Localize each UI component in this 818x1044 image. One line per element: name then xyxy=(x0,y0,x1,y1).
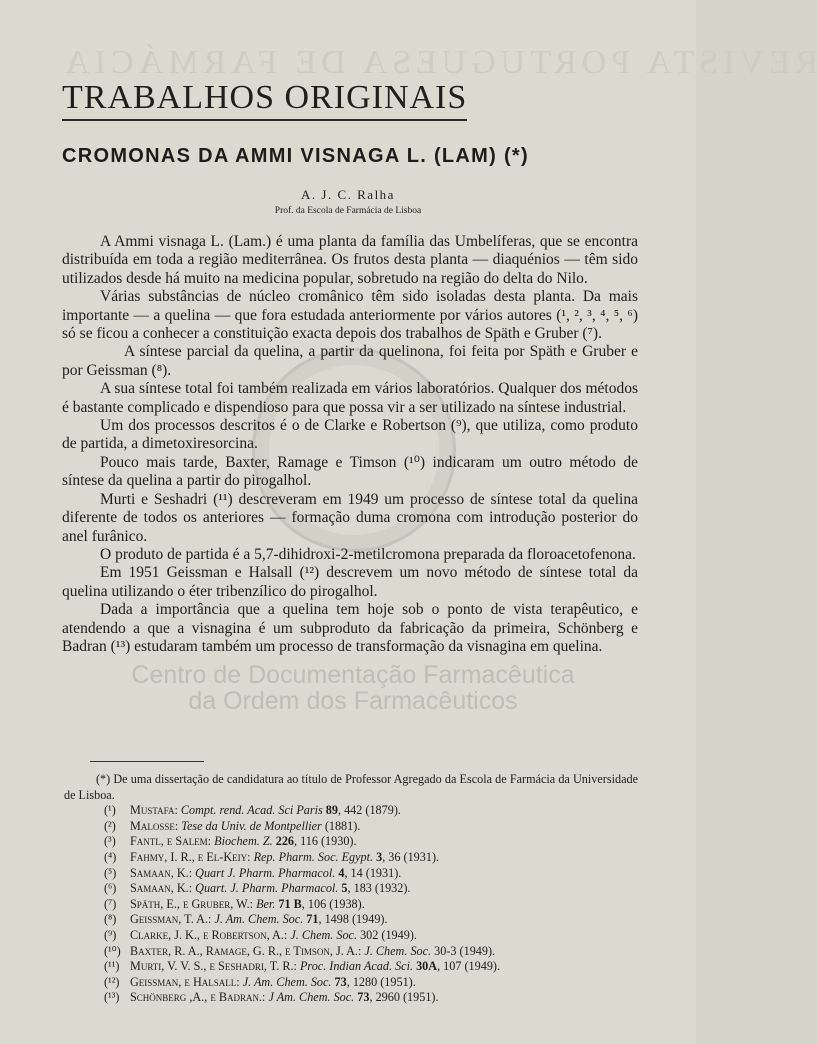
reference-journal: J. Chem. Soc. xyxy=(290,927,358,942)
reference-volume: 73 xyxy=(357,990,370,1005)
body-paragraph: A Ammi visnaga L. (Lam.) é uma planta da família das Umbelíferas, que se encontra distribuída em toda a região mediterrânea. Os frutos desta planta — diaquénios — têm sido utilizados desde há muito na medicina popular, sobretudo na região do delta do Nilo. xyxy=(62,233,638,287)
reference-entry xyxy=(64,990,638,1006)
reference-authors: Baxter, R. A., Ramage, G. R., e Timson, J. A.: xyxy=(130,943,362,958)
reference-entry xyxy=(64,819,638,835)
reference-authors: Späth, E., e Gruber, W.: xyxy=(130,896,254,911)
reference-pages-year: , 107 (1949). xyxy=(437,959,501,974)
reference-entry xyxy=(64,959,638,975)
reference-volume: 226 xyxy=(275,834,295,849)
reference-pages-year: (1881). xyxy=(321,818,361,833)
reference-authors: Samaan, K.: xyxy=(130,865,193,880)
reference-number: (¹⁰) xyxy=(104,943,121,958)
reference-authors: Mustafa: xyxy=(130,803,178,818)
bleed-through-header: REVISTA PORTUGUESA DE FARMÁCIA xyxy=(60,44,818,81)
reference-journal: Tese da Univ. de Montpellier xyxy=(181,818,322,833)
reference-volume: 89 xyxy=(325,803,338,818)
reference-volume: 3 xyxy=(376,849,383,864)
reference-number: (⁸) xyxy=(104,912,117,927)
reference-pages-year: 30-3 (1949). xyxy=(431,943,496,958)
reference-entry xyxy=(64,866,638,882)
reference-authors: Schönberg ,A., e Badran.: xyxy=(130,990,266,1005)
reference-journal: Ber. xyxy=(256,896,276,911)
reference-journal: J. Chem. Soc. xyxy=(364,943,432,958)
reference-number: (¹¹) xyxy=(104,959,120,974)
reference-journal: Rep. Pharm. Soc. Egypt. xyxy=(253,849,374,864)
reference-number: (⁹) xyxy=(104,927,117,942)
reference-number: (⁷) xyxy=(104,896,117,911)
reference-number: (¹³) xyxy=(104,990,120,1005)
reference-volume: 4 xyxy=(338,865,345,880)
reference-pages-year: , 36 (1931). xyxy=(382,849,440,864)
reference-pages-year: , 1280 (1951). xyxy=(346,974,416,989)
reference-journal: J. Am. Chem. Soc. xyxy=(242,974,332,989)
footnote-star: (*) De uma dissertação de candidatura ao título de Professor Agregado da Escola de Farmácia da Universidade de Lisboa. xyxy=(64,772,638,802)
reference-number: (¹²) xyxy=(104,974,120,989)
reference-entry xyxy=(64,944,638,960)
reference-authors: Samaan, K.: xyxy=(130,881,193,896)
reference-volume: 73 xyxy=(334,974,347,989)
reference-pages-year: , 2960 (1951). xyxy=(369,990,439,1005)
reference-entry xyxy=(64,834,638,850)
body-paragraph: Várias substâncias de núcleo cromânico têm sido isoladas desta planta. Da mais importante — a quelina — que fora estudada anteriormente por vários autores (¹, ², ³, ⁴, ⁵, ⁶) só se ficou a conhecer a constituição exacta depois dos trabalhos de Späth e Gruber (⁷). xyxy=(62,288,638,343)
reference-pages-year: 302 (1949). xyxy=(357,927,417,942)
body-paragraph: Um dos processos descritos é o de Clarke e Robertson (⁹), que utiliza, como produto de partida, a dimetoxiresorcina. xyxy=(62,417,638,453)
article-author: A. J. C. Ralha xyxy=(301,187,395,202)
reference-journal: J. Am. Chem. Soc. xyxy=(214,912,304,927)
reference-pages-year: , 183 (1932). xyxy=(347,881,411,896)
reference-authors: Murti, V. V. S., e Seshadri, T. R.: xyxy=(130,959,297,974)
reference-journal: J Am. Chem. Soc. xyxy=(268,990,355,1005)
reference-authors: Geissman, T. A.: xyxy=(130,912,212,927)
body-paragraph: O produto de partida é a 5,7-dihidroxi-2-metilcromona preparada da floroacetofenona. xyxy=(100,545,636,563)
reference-number: (⁴) xyxy=(104,849,117,864)
reference-number: (²) xyxy=(104,818,116,833)
archive-watermark xyxy=(64,662,642,714)
reference-entry xyxy=(64,928,638,944)
reference-journal: Proc. Indian Acad. Sci. xyxy=(299,959,414,974)
article-body xyxy=(62,233,638,656)
reference-volume: 71 B xyxy=(278,896,302,911)
body-paragraph: A sua síntese total foi também realizada em vários laboratórios. Qualquer dos métodos é bastante complicado e dispendioso para que possa vir a ser utilizado na síntese industrial. xyxy=(62,380,638,416)
reference-authors: Fantl, e Salem: xyxy=(130,834,212,849)
reference-entry xyxy=(64,912,638,928)
reference-volume: 30A xyxy=(416,959,438,974)
reference-pages-year: , 14 (1931). xyxy=(344,865,402,880)
reference-list xyxy=(64,803,638,1006)
reference-authors: Geissman, e Halsall: xyxy=(130,974,240,989)
reference-authors: Malosse: xyxy=(130,818,179,833)
reference-journal: Biochem. Z. xyxy=(214,834,273,849)
reference-pages-year: , 106 (1938). xyxy=(301,896,365,911)
reference-authors: Fahmy, I. R., e El-Keiy: xyxy=(130,849,251,864)
body-paragraph: Murti e Seshadri (¹¹) descreveram em 1949 um processo de síntese total da quelina diferente de todos os anteriores — formação duma cromona com introdução posterior do anel furânico. xyxy=(62,490,638,545)
footnote-divider xyxy=(90,761,204,762)
reference-pages-year: , 1498 (1949). xyxy=(318,912,388,927)
reference-journal: Quart. J. Pharm. Pharmacol. xyxy=(195,881,339,896)
article-title: CROMONAS DA AMMI VISNAGA L. (LAM) (*) xyxy=(62,145,529,167)
reference-journal: Quart J. Pharm. Pharmacol. xyxy=(195,865,336,880)
reference-number: (⁶) xyxy=(104,881,117,896)
section-heading: TRABALHOS ORIGINAIS xyxy=(62,79,467,121)
reference-pages-year: , 116 (1930). xyxy=(294,834,357,849)
watermark-line: Centro de Documentação Farmacêutica xyxy=(131,661,575,689)
author-affiliation: Prof. da Escola de Farmácia de Lisboa xyxy=(274,206,422,216)
reference-entry xyxy=(64,975,638,991)
reference-pages-year: , 442 (1879). xyxy=(337,803,401,818)
footnotes xyxy=(64,772,638,1006)
body-paragraph: Pouco mais tarde, Baxter, Ramage e Timson (¹⁰) indicaram um outro método de síntese da quelina a partir do pirogalhol. xyxy=(62,453,638,490)
reference-entry xyxy=(64,803,638,819)
reference-journal: Compt. rend. Acad. Sci Paris xyxy=(180,803,323,818)
reference-volume: 71 xyxy=(306,912,319,927)
reference-number: (¹) xyxy=(104,803,116,818)
body-paragraph: Em 1951 Geissman e Halsall (¹²) descrevem um novo método de síntese total da quelina utilizando o éter tribenzílico do pirogalhol. xyxy=(62,564,638,600)
reference-entry xyxy=(64,850,638,866)
reference-entry xyxy=(64,881,638,897)
reference-volume: 5 xyxy=(341,881,348,896)
body-paragraph: A síntese parcial da quelina, a partir da quelinona, foi feita por Späth e Gruber e por Geissman (⁸). xyxy=(62,343,638,379)
reference-entry xyxy=(64,897,638,913)
body-paragraph: Dada a importância que a quelina tem hoje sob o ponto de vista terapêutico, e atendendo a que a visnagina é um subproduto da fabricação da primeira, Schönberg e Badran (¹³) estudaram também um processo de transformação da visnagina em quelina. xyxy=(62,601,638,655)
watermark-line: da Ordem dos Farmacêuticos xyxy=(188,687,518,715)
reference-number: (³) xyxy=(104,834,116,849)
reference-authors: Clarke, J. K., e Robertson, A.: xyxy=(130,927,288,942)
reference-number: (⁵) xyxy=(104,865,117,880)
